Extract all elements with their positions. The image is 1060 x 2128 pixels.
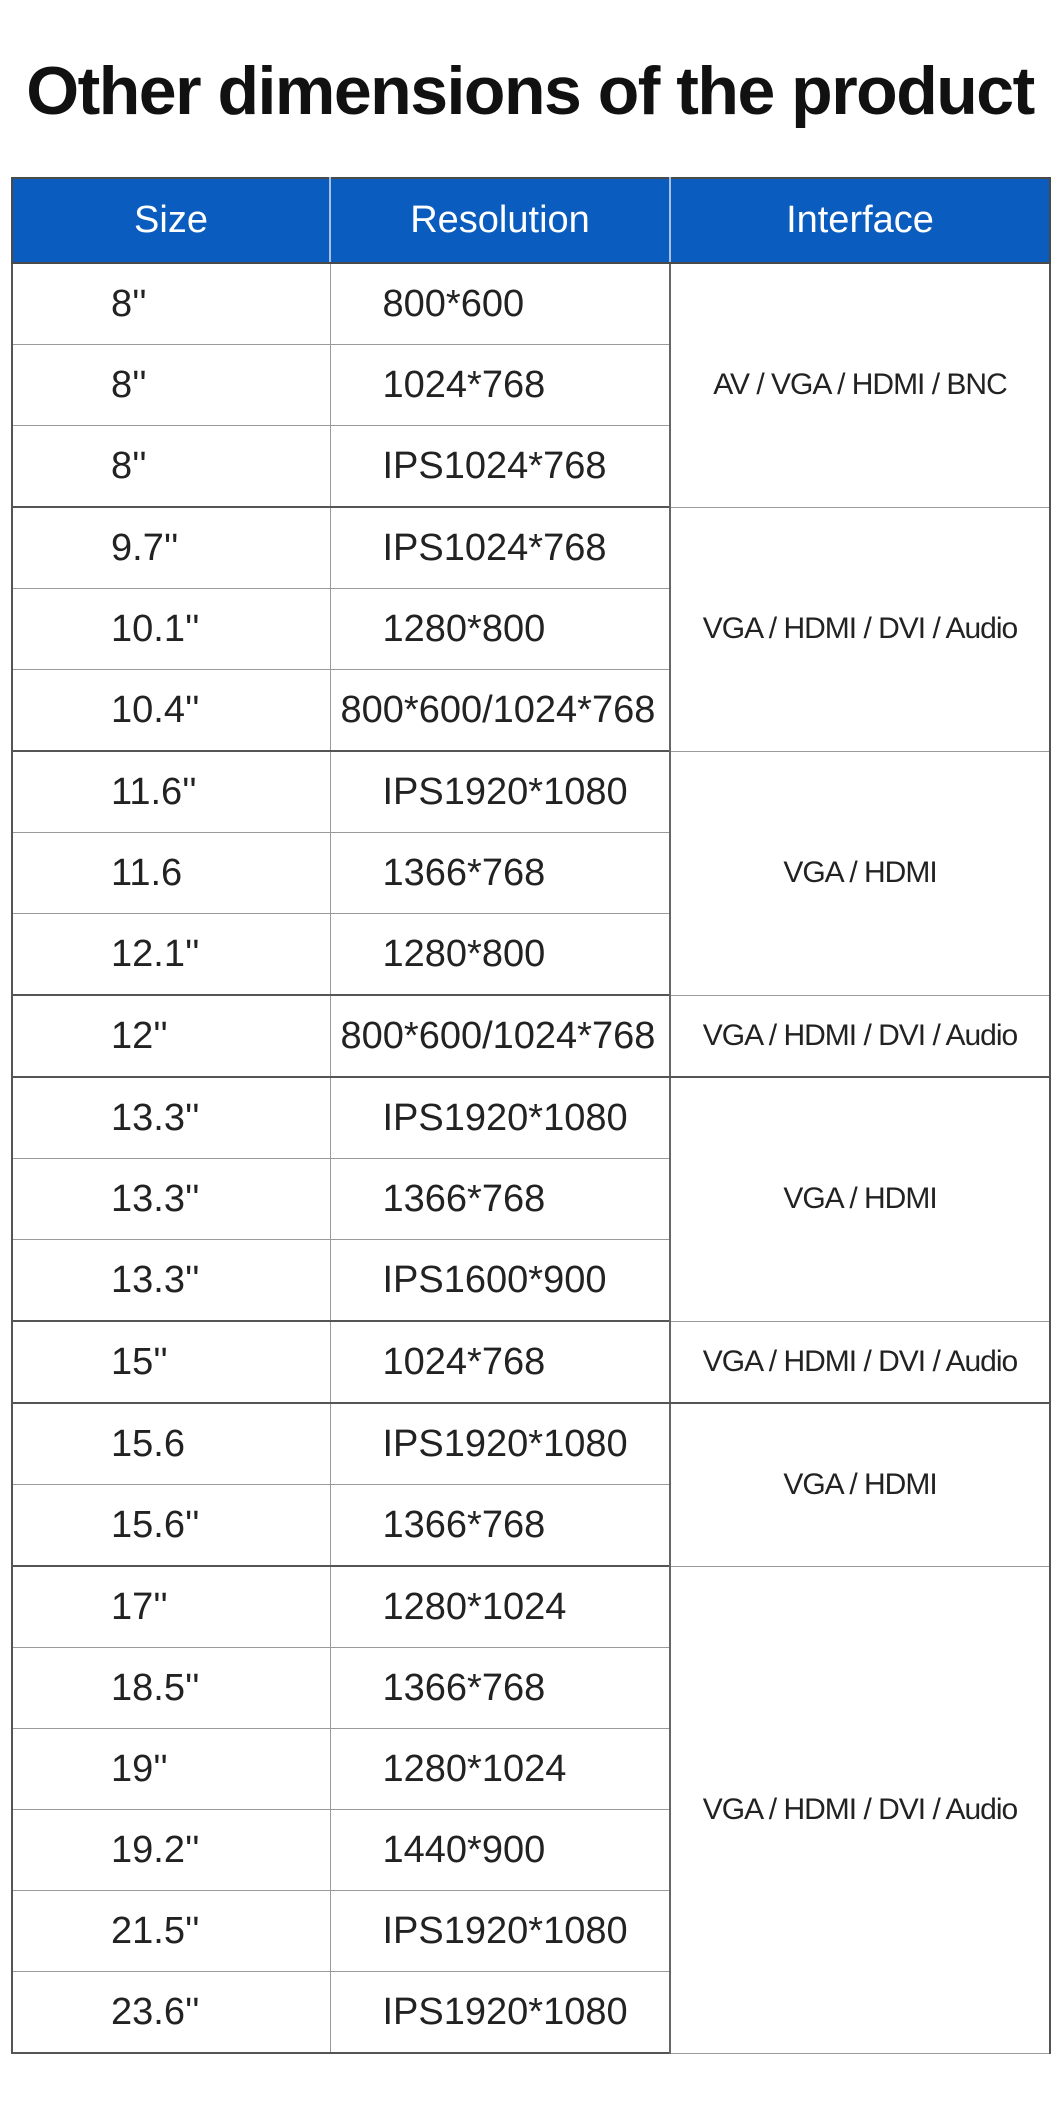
resolution-cell: IPS1920*1080: [330, 1403, 670, 1485]
resolution-cell: IPS1920*1080: [330, 1972, 670, 2054]
interface-cell: AV / VGA / HDMI / BNC: [670, 263, 1050, 507]
table-header-row: [12, 178, 1050, 263]
size-cell: 9.7'': [12, 507, 330, 589]
size-cell: 18.5'': [12, 1648, 330, 1729]
interface-cell: VGA / HDMI: [670, 1403, 1050, 1566]
size-cell: 11.6'': [12, 751, 330, 833]
table-row: [12, 751, 1050, 833]
size-cell: 19'': [12, 1729, 330, 1810]
size-cell: 10.1'': [12, 589, 330, 670]
column-header-resolution: Resolution: [330, 178, 670, 263]
resolution-cell: IPS1920*1080: [330, 1077, 670, 1159]
size-cell: 13.3'': [12, 1159, 330, 1240]
column-header-interface: Interface: [670, 178, 1050, 263]
size-cell: 21.5'': [12, 1891, 330, 1972]
size-cell: 13.3'': [12, 1077, 330, 1159]
resolution-cell: 1280*800: [330, 914, 670, 996]
resolution-cell: 1440*900: [330, 1810, 670, 1891]
resolution-cell: 800*600/1024*768: [330, 670, 670, 752]
table-body: [12, 263, 1050, 2053]
resolution-cell: 1024*768: [330, 345, 670, 426]
resolution-cell: IPS1920*1080: [330, 1891, 670, 1972]
resolution-cell: 1280*1024: [330, 1729, 670, 1810]
resolution-cell: IPS1024*768: [330, 426, 670, 508]
page-title: Other dimensions of the product: [26, 53, 1034, 129]
dimensions-table: [11, 177, 1051, 2054]
resolution-cell: 1366*768: [330, 1648, 670, 1729]
resolution-cell: IPS1920*1080: [330, 751, 670, 833]
size-cell: 8'': [12, 426, 330, 508]
resolution-cell: 1366*768: [330, 1159, 670, 1240]
table-row: [12, 1321, 1050, 1403]
size-cell: 10.4'': [12, 670, 330, 752]
resolution-cell: 1024*768: [330, 1321, 670, 1403]
size-cell: 12'': [12, 995, 330, 1077]
size-cell: 12.1'': [12, 914, 330, 996]
column-header-size: Size: [12, 178, 330, 263]
size-cell: 15.6'': [12, 1485, 330, 1567]
table-row: [12, 263, 1050, 345]
resolution-cell: 1280*800: [330, 589, 670, 670]
resolution-cell: 1366*768: [330, 833, 670, 914]
interface-cell: VGA / HDMI / DVI / Audio: [670, 1566, 1050, 2053]
size-cell: 8'': [12, 263, 330, 345]
size-cell: 15.6: [12, 1403, 330, 1485]
table-row: [12, 507, 1050, 589]
resolution-cell: 1366*768: [330, 1485, 670, 1567]
table-row: [12, 995, 1050, 1077]
table-row: [12, 1077, 1050, 1159]
size-cell: 8'': [12, 345, 330, 426]
interface-cell: VGA / HDMI / DVI / Audio: [670, 995, 1050, 1077]
resolution-cell: 1280*1024: [330, 1566, 670, 1648]
interface-cell: VGA / HDMI: [670, 1077, 1050, 1321]
size-cell: 11.6: [12, 833, 330, 914]
size-cell: 17'': [12, 1566, 330, 1648]
resolution-cell: 800*600: [330, 263, 670, 345]
table-row: [12, 1566, 1050, 1648]
resolution-cell: IPS1024*768: [330, 507, 670, 589]
resolution-cell: IPS1600*900: [330, 1240, 670, 1322]
size-cell: 23.6'': [12, 1972, 330, 2054]
resolution-cell: 800*600/1024*768: [330, 995, 670, 1077]
table-row: [12, 1403, 1050, 1485]
size-cell: 13.3'': [12, 1240, 330, 1322]
size-cell: 15'': [12, 1321, 330, 1403]
interface-cell: VGA / HDMI / DVI / Audio: [670, 507, 1050, 751]
size-cell: 19.2'': [12, 1810, 330, 1891]
interface-cell: VGA / HDMI / DVI / Audio: [670, 1321, 1050, 1403]
interface-cell: VGA / HDMI: [670, 751, 1050, 995]
